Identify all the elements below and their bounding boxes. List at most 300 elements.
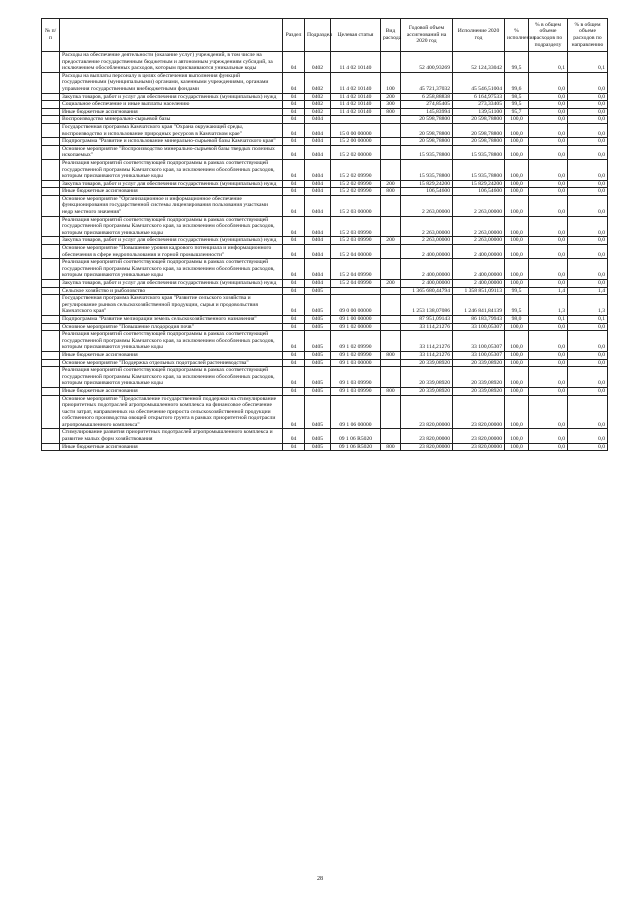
row-podrazdel: 0402: [305, 72, 331, 93]
row-target-article: 15 2 02 09990: [331, 159, 381, 180]
row-percent: 100,0: [505, 237, 529, 245]
row-number: [42, 188, 60, 196]
row-share-subsection: 0,0: [529, 159, 568, 180]
row-razdel: 04: [283, 359, 305, 367]
row-number: [42, 259, 60, 280]
row-executed: 15 935,78800: [453, 159, 505, 180]
row-number: [42, 429, 60, 443]
row-target-article: 11 4 02 10140: [331, 72, 381, 93]
row-podrazdel: 0405: [305, 387, 331, 395]
row-name: Закупка товаров, работ и услуг для обеспечения государственных (муниципальных) нужд: [60, 237, 283, 245]
row-name: Стимулирование развития приоритетных подотраслей агропромышленного комплекса и развитие малых форм хозяйствования: [60, 429, 283, 443]
row-share-direction: 0,0: [568, 123, 608, 137]
row-razdel: 04: [283, 387, 305, 395]
row-percent: 100,0: [505, 395, 529, 429]
table-row: [42, 101, 608, 109]
row-number: [42, 315, 60, 323]
row-razdel: 04: [283, 331, 305, 352]
row-approved: 1 365 680,44794: [401, 287, 453, 295]
row-target-article: 09 1 06 R5020: [331, 429, 381, 443]
header-expense-type: Вид расхода: [381, 19, 401, 52]
row-percent: 99,5: [505, 287, 529, 295]
row-podrazdel: 0402: [305, 93, 331, 101]
row-percent: 100,0: [505, 216, 529, 237]
row-razdel: 04: [283, 443, 305, 451]
row-razdel: 04: [283, 123, 305, 137]
row-number: [42, 195, 60, 216]
row-share-direction: 0,0: [568, 245, 608, 259]
row-name: Социальное обеспечение и иные выплаты населению: [60, 101, 283, 109]
row-razdel: 04: [283, 180, 305, 188]
row-expense-type: 200: [381, 180, 401, 188]
row-target-article: 15 2 02 00000: [331, 145, 381, 159]
row-share-direction: 0,0: [568, 429, 608, 443]
row-share-direction: 1,3: [568, 295, 608, 316]
row-executed: 20 339,08920: [453, 359, 505, 367]
row-executed: 33 100,05307: [453, 351, 505, 359]
row-executed: 20 339,08920: [453, 387, 505, 395]
row-target-article: 09 1 03 00000: [331, 359, 381, 367]
row-share-direction: 0,0: [568, 93, 608, 101]
budget-document: [41, 18, 607, 451]
row-target-article: 15 2 03 00000: [331, 195, 381, 216]
row-podrazdel: 0404: [305, 195, 331, 216]
row-percent: 100,0: [505, 351, 529, 359]
row-approved: 2 400,00000: [401, 280, 453, 288]
row-number: [42, 52, 60, 73]
row-approved: 52 400,93269: [401, 52, 453, 73]
table-row: [42, 93, 608, 101]
row-share-direction: 0,0: [568, 159, 608, 180]
row-approved: 2 263,00000: [401, 237, 453, 245]
row-percent: 100,0: [505, 367, 529, 388]
table-row: [42, 188, 608, 196]
row-executed: 20 598,78800: [453, 123, 505, 137]
row-share-subsection: 0,0: [529, 188, 568, 196]
row-name: Расходы на обеспечение деятельности (оказание услуг) учреждений, в том числе на предоставление государственным бюджетным и автономным учреждениям субсидий, за исключением обособленных расходов, которым присваиваются уникальные коды: [60, 52, 283, 73]
row-name: Закупка товаров, работ и услуг для обеспечения государственных (муниципальных) нужд: [60, 93, 283, 101]
row-name: Иные бюджетные ассигнования: [60, 108, 283, 116]
table-row: [42, 395, 608, 429]
row-approved: 20 598,78800: [401, 123, 453, 137]
row-percent: 99,5: [505, 52, 529, 73]
row-expense-type: [381, 259, 401, 280]
row-name: Подпрограмма "Развитие и использование минерально-сырьевой базы Камчатского края": [60, 138, 283, 146]
row-approved: 2 263,00000: [401, 216, 453, 237]
row-target-article: 15 2 04 09990: [331, 280, 381, 288]
row-number: [42, 180, 60, 188]
row-expense-type: 800: [381, 443, 401, 451]
row-target-article: 11 4 02 10140: [331, 108, 381, 116]
row-share-subsection: 0,0: [529, 331, 568, 352]
row-share-direction: 0,0: [568, 367, 608, 388]
row-target-article: 09 1 00 00000: [331, 315, 381, 323]
row-expense-type: 200: [381, 93, 401, 101]
table-row: [42, 180, 608, 188]
row-share-subsection: 0,0: [529, 351, 568, 359]
row-number: [42, 116, 60, 124]
row-share-direction: 0,0: [568, 359, 608, 367]
row-razdel: 04: [283, 145, 305, 159]
row-percent: 100,0: [505, 123, 529, 137]
row-expense-type: [381, 195, 401, 216]
row-share-subsection: 0,0: [529, 429, 568, 443]
row-share-subsection: 0,1: [529, 315, 568, 323]
table-row: [42, 331, 608, 352]
row-podrazdel: 0405: [305, 359, 331, 367]
row-share-subsection: 0,0: [529, 387, 568, 395]
row-name: Закупка товаров, работ и услуг для обеспечения государственных (муниципальных) нужд: [60, 180, 283, 188]
row-expense-type: [381, 159, 401, 180]
row-share-direction: 0,0: [568, 108, 608, 116]
row-target-article: [331, 287, 381, 295]
table-row: [42, 145, 608, 159]
row-share-direction: 0,0: [568, 331, 608, 352]
row-executed: 33 100,05307: [453, 323, 505, 331]
row-name: Реализация мероприятий соответствующей подпрограммы в рамках соответствующей государственной программы Камчатского края, за исключением обособленных расходов, которым присваиваются уникальные коды: [60, 331, 283, 352]
row-podrazdel: 0405: [305, 351, 331, 359]
table-row: [42, 315, 608, 323]
row-razdel: 04: [283, 429, 305, 443]
row-share-subsection: 1,3: [529, 295, 568, 316]
row-executed: 2 400,00000: [453, 280, 505, 288]
row-podrazdel: 0404: [305, 259, 331, 280]
row-razdel: 04: [283, 245, 305, 259]
row-podrazdel: 0404: [305, 245, 331, 259]
budget-table: [41, 18, 608, 451]
table-row: [42, 429, 608, 443]
row-share-subsection: 0,0: [529, 359, 568, 367]
row-share-subsection: 0,0: [529, 72, 568, 93]
row-percent: 100,0: [505, 116, 529, 124]
row-executed: 15 829,24200: [453, 180, 505, 188]
table-row: [42, 216, 608, 237]
row-share-subsection: 0,0: [529, 323, 568, 331]
row-expense-type: [381, 123, 401, 137]
row-percent: 100,0: [505, 443, 529, 451]
table-header-row: [42, 19, 608, 52]
row-podrazdel: 0402: [305, 108, 331, 116]
row-executed: 2 400,00000: [453, 259, 505, 280]
row-percent: 100,0: [505, 159, 529, 180]
row-share-subsection: 0,0: [529, 443, 568, 451]
row-target-article: 11 4 02 10140: [331, 101, 381, 109]
row-razdel: 04: [283, 101, 305, 109]
row-name: Основное мероприятие "Повышение уровня кадрового потенциала и информационного обеспечения в сфере недропользования и горной промышленности": [60, 245, 283, 259]
row-share-subsection: 0,0: [529, 259, 568, 280]
table-body: [42, 52, 608, 451]
row-expense-type: [381, 315, 401, 323]
header-approved: Годовой объем ассигнований на 2020 год: [401, 19, 453, 52]
row-target-article: 09 1 02 00000: [331, 323, 381, 331]
row-percent: 100,0: [505, 429, 529, 443]
row-razdel: 04: [283, 280, 305, 288]
row-podrazdel: 0404: [305, 180, 331, 188]
row-number: [42, 123, 60, 137]
row-number: [42, 237, 60, 245]
row-share-direction: 0,0: [568, 323, 608, 331]
row-approved: 45 721,37032: [401, 72, 453, 93]
row-number: [42, 323, 60, 331]
row-target-article: 15 2 04 00000: [331, 245, 381, 259]
row-executed: 2 263,00000: [453, 216, 505, 237]
row-razdel: 04: [283, 315, 305, 323]
row-expense-type: [381, 359, 401, 367]
row-number: [42, 145, 60, 159]
row-expense-type: [381, 138, 401, 146]
row-share-direction: 0,0: [568, 145, 608, 159]
row-razdel: 04: [283, 395, 305, 429]
row-podrazdel: 0405: [305, 323, 331, 331]
row-share-direction: 0,0: [568, 216, 608, 237]
row-target-article: 09 1 03 09990: [331, 367, 381, 388]
table-row: [42, 245, 608, 259]
table-row: [42, 323, 608, 331]
row-share-direction: 0,0: [568, 188, 608, 196]
row-approved: 15 935,78800: [401, 159, 453, 180]
row-expense-type: [381, 287, 401, 295]
row-share-subsection: 0,0: [529, 367, 568, 388]
row-podrazdel: 0405: [305, 287, 331, 295]
row-share-subsection: 0,0: [529, 180, 568, 188]
row-name: Государственная программа Камчатского края "Охрана окружающей среды, воспроизводство и использование природных ресурсов в Камчатском крае": [60, 123, 283, 137]
row-approved: 106,54600: [401, 188, 453, 196]
row-approved: 20 598,78800: [401, 116, 453, 124]
row-executed: 139,51100: [453, 108, 505, 116]
row-expense-type: [381, 245, 401, 259]
row-approved: 33 114,21276: [401, 331, 453, 352]
row-name: Иные бюджетные ассигнования: [60, 351, 283, 359]
row-name: Основное мероприятие "Организационное и информационное обеспечение функционирования государственной системы лицензирования пользования участками недр местного значения": [60, 195, 283, 216]
row-razdel: 04: [283, 159, 305, 180]
row-approved: 23 820,00000: [401, 395, 453, 429]
row-name: Воспроизводство минерально-сырьевой базы: [60, 116, 283, 124]
row-executed: 20 598,78800: [453, 138, 505, 146]
row-share-subsection: 0,0: [529, 245, 568, 259]
header-podrazdel: Подраздел: [305, 19, 331, 52]
row-name: Реализация мероприятий соответствующей подпрограммы в рамках соответствующей государственной программы Камчатского края, за исключением обособленных расходов, которым присваиваются уникальные коды: [60, 159, 283, 180]
row-share-direction: 0,0: [568, 443, 608, 451]
row-podrazdel: 0404: [305, 138, 331, 146]
row-share-direction: 0,1: [568, 52, 608, 73]
row-share-direction: 0,0: [568, 237, 608, 245]
row-razdel: 04: [283, 351, 305, 359]
row-target-article: 09 1 03 09990: [331, 387, 381, 395]
table-row: [42, 159, 608, 180]
row-number: [42, 280, 60, 288]
table-row: [42, 351, 608, 359]
row-percent: 99,5: [505, 101, 529, 109]
row-approved: 2 263,00000: [401, 195, 453, 216]
row-podrazdel: 0405: [305, 429, 331, 443]
row-target-article: 11 4 02 10140: [331, 52, 381, 73]
row-share-subsection: 0,0: [529, 216, 568, 237]
row-executed: 86 183,79943: [453, 315, 505, 323]
row-name: Сельское хозяйство и рыболовство: [60, 287, 283, 295]
table-row: [42, 108, 608, 116]
row-approved: 145,83994: [401, 108, 453, 116]
row-number: [42, 138, 60, 146]
row-percent: 99,5: [505, 295, 529, 316]
row-share-direction: 0,0: [568, 280, 608, 288]
row-number: [42, 245, 60, 259]
row-executed: 23 820,00000: [453, 429, 505, 443]
row-name: Реализация мероприятий соответствующей подпрограммы в рамках соответствующей государственной программы Камчатского края, за исключением обособленных расходов, которым присваиваются уникальные коды: [60, 367, 283, 388]
row-target-article: 11 4 02 10140: [331, 93, 381, 101]
table-row: [42, 387, 608, 395]
row-approved: 2 400,00000: [401, 245, 453, 259]
row-expense-type: 300: [381, 101, 401, 109]
row-share-direction: 0,0: [568, 101, 608, 109]
row-target-article: 15 2 02 09990: [331, 180, 381, 188]
row-percent: 98,5: [505, 93, 529, 101]
row-percent: 100,0: [505, 145, 529, 159]
row-expense-type: [381, 216, 401, 237]
header-executed: Исполнение 2020 год: [453, 19, 505, 52]
row-expense-type: 800: [381, 387, 401, 395]
row-name: Иные бюджетные ассигнования: [60, 443, 283, 451]
row-razdel: 04: [283, 188, 305, 196]
row-podrazdel: 0402: [305, 52, 331, 73]
row-number: [42, 287, 60, 295]
row-expense-type: [381, 429, 401, 443]
row-share-subsection: 0,0: [529, 123, 568, 137]
row-share-direction: 0,0: [568, 259, 608, 280]
header-razdel: Раздел: [283, 19, 305, 52]
row-razdel: 04: [283, 108, 305, 116]
row-name: Основное мероприятие "Предоставление государственной поддержки на стимулирование приоритетных подотраслей агропромышленного комплекса на финансовое обеспечение части затрат, направленных на обеспечение прироста сельскохозяйственной продукции собственного производства овощей открытого грунта в рамках приоритетной подотрасли агропромышленного комплекса": [60, 395, 283, 429]
table-row: [42, 52, 608, 73]
table-row: [42, 259, 608, 280]
row-approved: 20 598,78800: [401, 138, 453, 146]
row-target-article: 15 2 03 09990: [331, 216, 381, 237]
row-podrazdel: 0405: [305, 295, 331, 316]
row-target-article: 09 1 06 R5020: [331, 443, 381, 451]
row-percent: 100,0: [505, 259, 529, 280]
row-razdel: 04: [283, 195, 305, 216]
table-row: [42, 123, 608, 137]
row-number: [42, 359, 60, 367]
row-podrazdel: 0405: [305, 443, 331, 451]
header-percent: % исполнения: [505, 19, 529, 52]
row-share-direction: 0,0: [568, 180, 608, 188]
row-approved: 33 114,21276: [401, 351, 453, 359]
table-row: [42, 195, 608, 216]
table-row: [42, 237, 608, 245]
row-razdel: 04: [283, 52, 305, 73]
row-number: [42, 443, 60, 451]
page-number: 28: [317, 876, 323, 882]
row-podrazdel: 0404: [305, 145, 331, 159]
row-razdel: 04: [283, 323, 305, 331]
row-share-subsection: 1,4: [529, 287, 568, 295]
row-podrazdel: 0405: [305, 331, 331, 352]
row-expense-type: [381, 323, 401, 331]
row-percent: 100,0: [505, 280, 529, 288]
row-podrazdel: 0404: [305, 123, 331, 137]
row-podrazdel: 0404: [305, 280, 331, 288]
row-number: [42, 367, 60, 388]
row-podrazdel: 0405: [305, 315, 331, 323]
row-percent: 100,0: [505, 138, 529, 146]
row-approved: 15 829,24200: [401, 180, 453, 188]
row-number: [42, 72, 60, 93]
row-expense-type: [381, 145, 401, 159]
row-razdel: 04: [283, 216, 305, 237]
row-approved: 1 253 138,07086: [401, 295, 453, 316]
row-name: Расходы на выплаты персоналу в целях обеспечения выполнения функций государственными (муниципальными) органами, казенными учреждениями, органами управления государственными внебюджетными фондами: [60, 72, 283, 93]
row-share-subsection: 0,0: [529, 280, 568, 288]
row-percent: 100,0: [505, 359, 529, 367]
row-expense-type: [381, 367, 401, 388]
row-percent: 100,0: [505, 323, 529, 331]
row-executed: 33 100,05307: [453, 331, 505, 352]
row-number: [42, 295, 60, 316]
row-executed: 2 263,00000: [453, 195, 505, 216]
row-approved: 274,85405: [401, 101, 453, 109]
row-executed: 20 339,08920: [453, 367, 505, 388]
row-podrazdel: 0405: [305, 395, 331, 429]
row-name: Государственная программа Камчатского края "Развитие сельского хозяйства и регулирование рынков сельскохозяйственной продукции, сырья и продовольствия Камчатского края": [60, 295, 283, 316]
table-row: [42, 72, 608, 93]
row-share-subsection: 0,0: [529, 93, 568, 101]
row-podrazdel: 0402: [305, 101, 331, 109]
row-share-subsection: 0,0: [529, 101, 568, 109]
row-executed: 1 358 851,09113: [453, 287, 505, 295]
row-podrazdel: 0404: [305, 159, 331, 180]
row-percent: 95,7: [505, 108, 529, 116]
row-target-article: 09 1 06 00000: [331, 395, 381, 429]
row-expense-type: [381, 52, 401, 73]
row-number: [42, 159, 60, 180]
row-expense-type: [381, 295, 401, 316]
row-approved: 2 400,00000: [401, 259, 453, 280]
row-razdel: 04: [283, 367, 305, 388]
row-share-subsection: 0,0: [529, 145, 568, 159]
row-number: [42, 331, 60, 352]
row-expense-type: 800: [381, 108, 401, 116]
row-share-subsection: 0,0: [529, 237, 568, 245]
row-share-direction: 0,0: [568, 116, 608, 124]
row-executed: 273,33405: [453, 101, 505, 109]
row-approved: 15 935,78800: [401, 145, 453, 159]
row-approved: 87 951,09143: [401, 315, 453, 323]
header-target-article: Целевая статья: [331, 19, 381, 52]
header-share-subsection: % в общем объеме расходов по подразделу: [529, 19, 568, 52]
row-share-subsection: 0,0: [529, 116, 568, 124]
row-approved: 23 820,00000: [401, 443, 453, 451]
row-share-direction: 0,0: [568, 387, 608, 395]
row-percent: 99,6: [505, 72, 529, 93]
row-approved: 33 114,21276: [401, 323, 453, 331]
row-expense-type: [381, 116, 401, 124]
table-row: [42, 280, 608, 288]
row-number: [42, 351, 60, 359]
row-razdel: 04: [283, 237, 305, 245]
row-name: Иные бюджетные ассигнования: [60, 188, 283, 196]
row-expense-type: 200: [381, 237, 401, 245]
table-row: [42, 116, 608, 124]
row-razdel: 04: [283, 138, 305, 146]
row-target-article: 15 2 02 09990: [331, 188, 381, 196]
row-executed: 1 246 841,84139: [453, 295, 505, 316]
row-razdel: 04: [283, 259, 305, 280]
row-target-article: 15 0 00 00000: [331, 123, 381, 137]
row-executed: 20 598,78800: [453, 116, 505, 124]
row-number: [42, 216, 60, 237]
row-razdel: 04: [283, 72, 305, 93]
row-share-subsection: 0,1: [529, 52, 568, 73]
